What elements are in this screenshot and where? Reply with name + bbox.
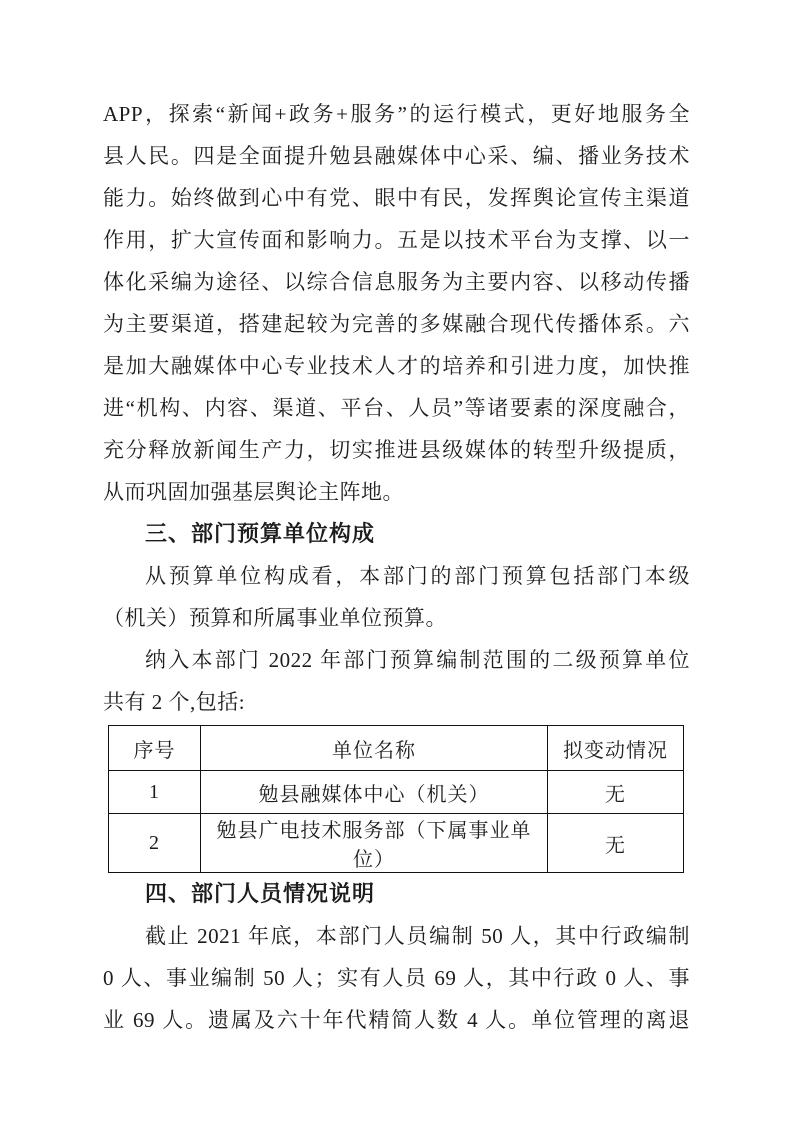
table-cell-name: 勉县广电技术服务部（下属事业单位）	[201, 814, 548, 873]
body-text-line: 县人民。四是全面提升勉县融媒体中心采、编、播业务技术	[103, 144, 690, 168]
body-text-line: （机关）预算和所属事业单位预算。	[103, 606, 447, 630]
section4-paragraph1	[103, 915, 690, 1041]
body-text-line: 0 人、事业编制 50 人；实有人员 69 人，其中行政 0 人、事	[103, 966, 690, 990]
section3-paragraph2	[103, 639, 690, 723]
table-header-row	[109, 726, 684, 771]
body-text-line: 作用，扩大宣传面和影响力。五是以技术平台为支撑、以一	[103, 228, 690, 252]
table-cell-name: 勉县融媒体中心（机关）	[201, 771, 548, 814]
body-text-line: 截止 2021 年底，本部门人员编制 50 人，其中行政编制	[145, 924, 690, 948]
body-text-line: 从而巩固加强基层舆论主阵地。	[103, 480, 404, 504]
body-text-line: 从预算单位构成看，本部门的部门预算包括部门本级	[145, 564, 690, 588]
table-header-change: 拟变动情况	[548, 726, 684, 771]
budget-units-table	[108, 725, 684, 873]
section-heading-budget-unit-composition: 三、部门预算单位构成	[145, 521, 376, 546]
section3-paragraph1	[103, 555, 690, 639]
body-text-line: 能力。始终做到心中有党、眼中有民，发挥舆论宣传主渠道	[103, 186, 690, 210]
body-text-line: 体化采编为途径、以综合信息服务为主要内容、以移动传播	[103, 270, 690, 294]
body-text-line: 业 69 人。遗属及六十年代精简人数 4 人。单位管理的离退	[103, 1008, 690, 1032]
body-text-line: 是加大融媒体中心专业技术人才的培养和引进力度，加快推	[103, 354, 690, 378]
body-text-line: APP，探索“新闻+政务+服务”的运行模式，更好地服务全	[103, 102, 690, 126]
table-cell-seq: 2	[109, 814, 201, 873]
paragraph-continuation	[103, 93, 690, 513]
table-header-seq: 序号	[109, 726, 201, 771]
table-header-name: 单位名称	[201, 726, 548, 771]
table-cell-change: 无	[548, 771, 684, 814]
table-cell-change: 无	[548, 814, 684, 873]
body-text-line: 共有 2 个,包括:	[103, 690, 246, 714]
table-row	[109, 814, 684, 873]
table-cell-seq: 1	[109, 771, 201, 814]
section-heading-personnel-situation: 四、部门人员情况说明	[145, 881, 376, 906]
table-row	[109, 771, 684, 814]
body-text-line: 进“机构、内容、渠道、平台、人员”等诸要素的深度融合，	[103, 396, 690, 420]
body-text-line: 为主要渠道，搭建起较为完善的多媒融合现代传播体系。六	[103, 312, 690, 336]
body-text-line: 充分释放新闻生产力，切实推进县级媒体的转型升级提质，	[103, 438, 690, 462]
body-text-line: 纳入本部门 2022 年部门预算编制范围的二级预算单位	[145, 648, 690, 672]
